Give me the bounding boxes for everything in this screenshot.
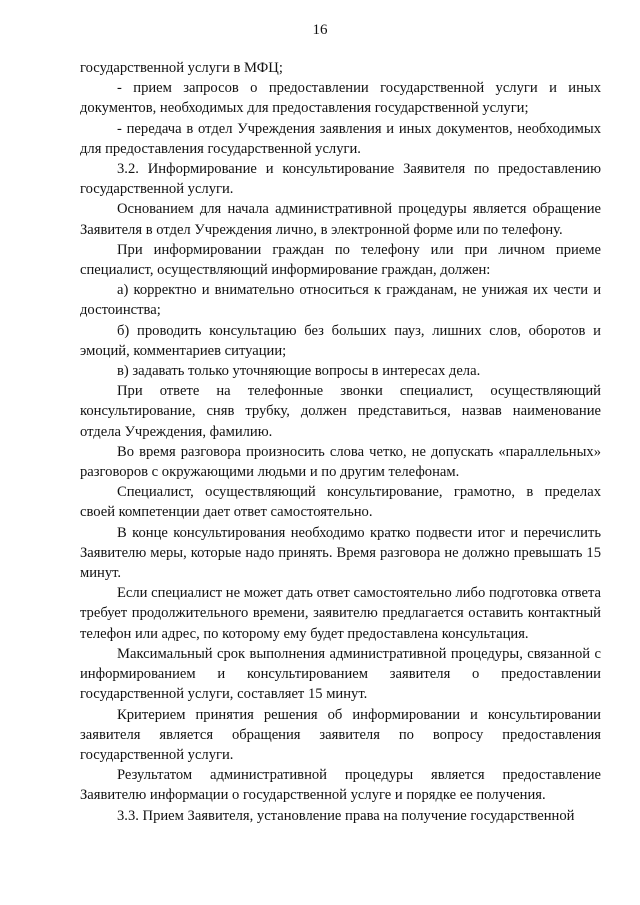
paragraph-max-duration: Максимальный срок выполнения административной процедуры, связанной с информированием и консультированием заявителя о предоставлении государственной услуги, составляет 15 минут. bbox=[80, 645, 601, 703]
paragraph-list-item-requests: - прием запросов о предоставлении государственной услуги и иных документов, необходимых для предоставления государственной услуги; bbox=[80, 80, 601, 117]
paragraph-duty-b: б) проводить консультацию без больших пауз, лишних слов, оборотов и эмоций, комментариев ситуации; bbox=[80, 322, 601, 359]
paragraph-consultation-end: В конце консультирования необходимо кратко подвести итог и перечислить Заявителю меры, которые надо принять. Время разговора не должно превышать 15 минут. bbox=[80, 524, 601, 582]
paragraph-duty-a: а) корректно и внимательно относиться к гражданам, не унижая их чести и достоинства; bbox=[80, 282, 601, 319]
paragraph-informing-duties: При информировании граждан по телефону или при личном приеме специалист, осуществляющий информирование граждан, должен: bbox=[80, 241, 601, 279]
paragraph-procedure-result: Результатом административной процедуры является предоставление Заявителю информации о государственной услуге и порядке ее получения. bbox=[80, 767, 601, 804]
paragraph-duty-c: в) задавать только уточняющие вопросы в интересах дела. bbox=[117, 363, 481, 380]
paragraph-delayed-answer: Если специалист не может дать ответ самостоятельно либо подготовка ответа требует продолжительного времени, заявителю предлагается оставить контактный телефон или адрес, по которому ему будет предоставлена консультация. bbox=[80, 585, 601, 642]
paragraph-specialist-competence: Специалист, осуществляющий консультирование, грамотно, в пределах своей компетенции дает ответ самостоятельно. bbox=[80, 484, 601, 521]
paragraph-list-item-transfer: - передача в отдел Учреждения заявления и иных документов, необходимых для предоставления государственной услуги. bbox=[80, 120, 601, 157]
paragraph-conversation-rules: Во время разговора произносить слова четко, не допускать «параллельных» разговоров с окружающими людьми и по другим телефонам. bbox=[80, 443, 601, 481]
paragraph-phone-answer: При ответе на телефонные звонки специалист, осуществляющий консультирование, сняв трубку, должен представиться, назвав наименование отдела Учреждения, фамилию. bbox=[80, 383, 601, 440]
paragraph-procedure-basis: Основанием для начала административной процедуры является обращение Заявителя в отдел Учреждения лично, в электронной форме или по телефону. bbox=[80, 201, 601, 238]
page-number: 16 bbox=[312, 22, 328, 38]
paragraph-section-3-3-heading: 3.3. Прием Заявителя, установление права на получение государственной bbox=[117, 807, 575, 824]
document-body bbox=[80, 58, 601, 826]
paragraph-section-3-2-heading: 3.2. Информирование и консультирование Заявителя по предоставлению государственной услуги. bbox=[80, 161, 601, 198]
paragraph-decision-criterion: Критерием принятия решения об информировании и консультировании заявителя является обращения заявителя по вопросу предоставления государственной услуги. bbox=[80, 706, 601, 763]
paragraph-continuation: государственной услуги в МФЦ; bbox=[80, 60, 283, 76]
